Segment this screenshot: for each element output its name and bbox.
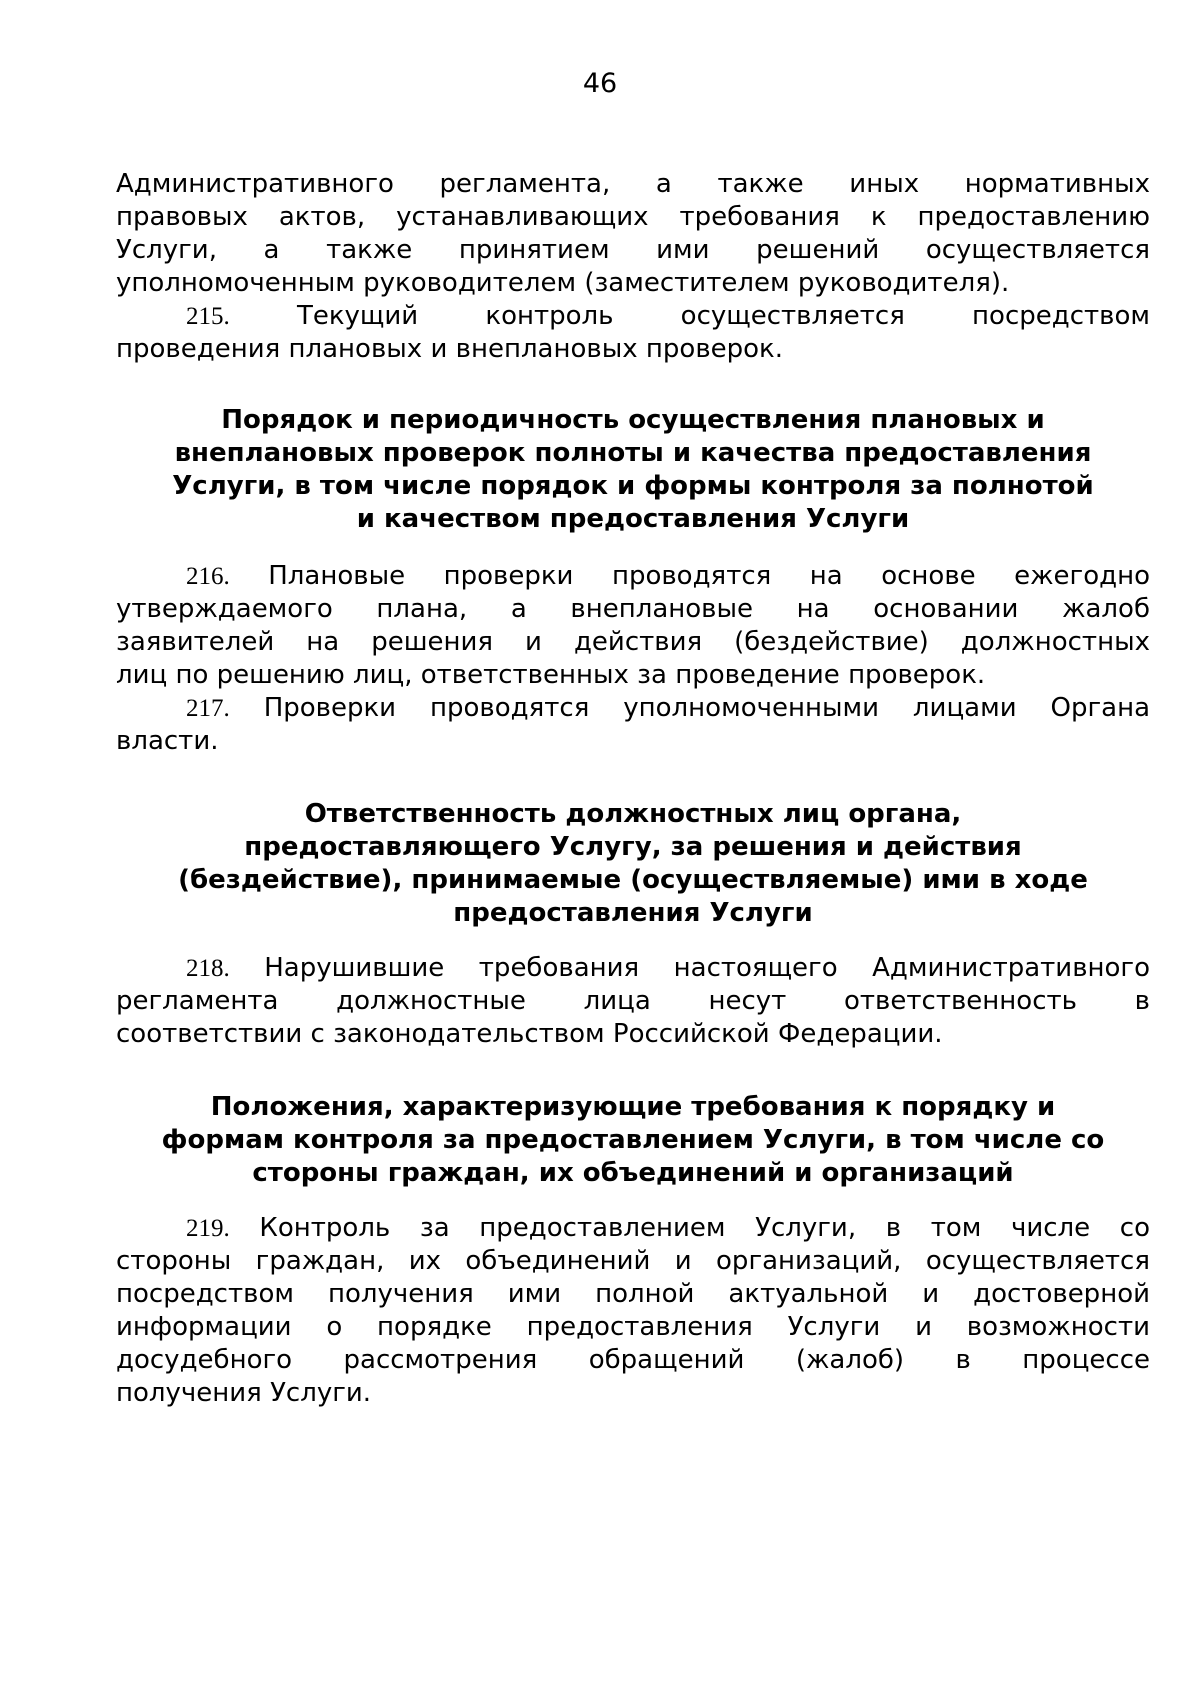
text-line: власти. — [116, 726, 219, 756]
heading-line: Ответственность должностных лиц органа, — [304, 799, 962, 829]
intro-paragraph — [116, 168, 1150, 300]
text-line — [116, 692, 1150, 725]
text-line — [116, 952, 1150, 985]
paragraph-218 — [116, 952, 1150, 1051]
clause-number: 217. — [186, 695, 230, 722]
paragraph-216 — [116, 560, 1150, 692]
text-line — [116, 560, 1150, 593]
heading-line: Положения, характеризующие требования к порядку и — [210, 1092, 1056, 1122]
clause-text: Проверки проводятся уполномоченными лицами Органа — [263, 693, 1151, 723]
text-line: Услуги, а также принятием ими решений осуществляется — [116, 235, 1150, 265]
paragraph-219 — [116, 1212, 1150, 1410]
clause-number: 215. — [186, 303, 230, 330]
text-line: информации о порядке предоставления Услуги и возможности — [116, 1312, 1150, 1342]
clause-text: Текущий контроль осуществляется посредством — [296, 301, 1150, 331]
clause-text: Контроль за предоставлением Услуги, в том числе со — [259, 1213, 1151, 1243]
paragraph-217 — [116, 692, 1150, 758]
text-line: стороны граждан, их объединений и организаций, осуществляется — [116, 1246, 1150, 1276]
section-heading-3 — [116, 1091, 1150, 1190]
document-body — [116, 168, 1150, 1410]
text-line: лиц по решению лиц, ответственных за проведение проверок. — [116, 660, 986, 690]
text-line — [116, 300, 1150, 333]
text-line: правовых актов, устанавливающих требования к предоставлению — [116, 202, 1150, 232]
text-line: регламента должностные лица несут ответственность в — [116, 986, 1150, 1016]
text-line — [116, 1212, 1150, 1245]
clause-number: 216. — [186, 563, 230, 590]
heading-line: предоставления Услуги — [453, 898, 813, 928]
text-line: заявителей на решения и действия (бездействие) должностных — [116, 627, 1150, 657]
clause-number: 219. — [186, 1215, 230, 1242]
section-heading-1 — [116, 404, 1150, 536]
text-line: уполномоченным руководителем (заместителем руководителя). — [116, 268, 1010, 298]
text-line: проведения плановых и внеплановых проверок. — [116, 334, 784, 364]
paragraph-215 — [116, 300, 1150, 366]
heading-line: внеплановых проверок полноты и качества предоставления — [174, 438, 1092, 468]
text-line: досудебного рассмотрения обращений (жалоб) в процессе — [116, 1345, 1150, 1375]
heading-line: стороны граждан, их объединений и организаций — [252, 1158, 1014, 1188]
text-line: утверждаемого плана, а внеплановые на основании жалоб — [116, 594, 1150, 624]
heading-line: формам контроля за предоставлением Услуги, в том числе со — [161, 1125, 1105, 1155]
heading-line: предоставляющего Услугу, за решения и действия — [244, 832, 1022, 862]
text-line: Административного регламента, а также иных нормативных — [116, 169, 1150, 199]
text-line: получения Услуги. — [116, 1378, 372, 1408]
page-number: 46 — [582, 68, 618, 99]
heading-line: Порядок и периодичность осуществления плановых и — [221, 405, 1045, 435]
clause-text: Нарушившие требования настоящего Административного — [264, 953, 1150, 983]
text-line: посредством получения ими полной актуальной и достоверной — [116, 1279, 1150, 1309]
heading-line: (бездействие), принимаемые (осуществляемые) ими в ходе — [178, 865, 1088, 895]
text-line: соответствии с законодательством Российской Федерации. — [116, 1019, 943, 1049]
clause-number: 218. — [186, 955, 230, 982]
clause-text: Плановые проверки проводятся на основе ежегодно — [268, 561, 1150, 591]
heading-line: и качеством предоставления Услуги — [356, 504, 910, 534]
heading-line: Услуги, в том числе порядок и формы контроля за полнотой — [172, 471, 1094, 501]
section-heading-2 — [116, 798, 1150, 930]
